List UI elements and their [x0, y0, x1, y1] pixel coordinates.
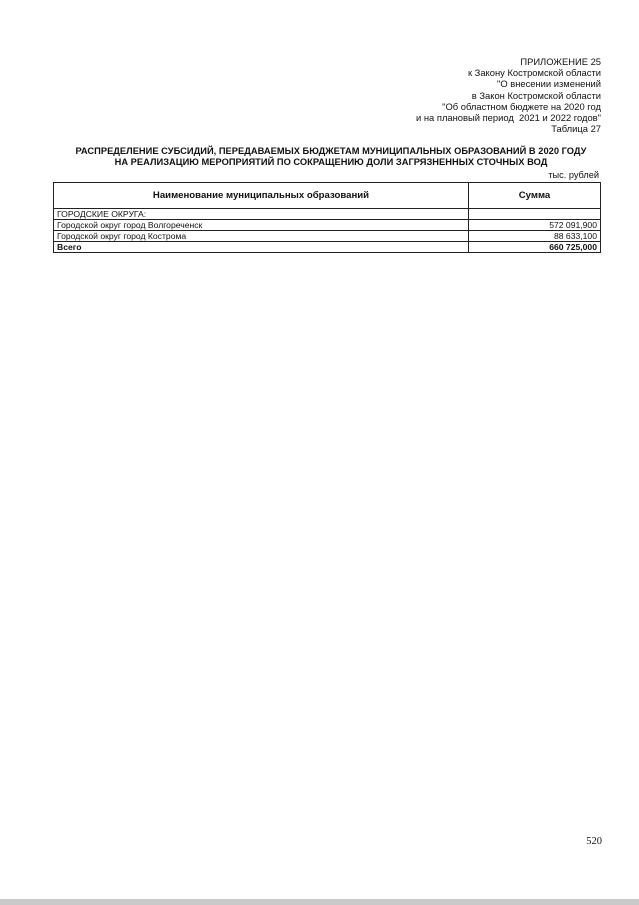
- document-title: [40, 146, 622, 168]
- column-header-name: Наименование муниципальных образований: [54, 183, 469, 209]
- header-line: к Закону Костромской области: [467, 67, 601, 79]
- table-row: [54, 220, 601, 231]
- page-number: 520: [586, 836, 602, 847]
- header-line: "Об областном бюджете на 2020 год: [442, 100, 601, 112]
- header-line: и на плановый период 2021 и 2022 годов": [416, 112, 601, 124]
- header-line: в Закон Костромской области: [471, 89, 601, 101]
- header-line: ПРИЛОЖЕНИЕ 25: [520, 56, 601, 67]
- table-total-row: [54, 242, 601, 253]
- scan-edge: [0, 899, 639, 905]
- column-header-sum: Сумма: [468, 183, 600, 209]
- title-line-2: НА РЕАЛИЗАЦИЮ МЕРОПРИЯТИЙ ПО СОКРАЩЕНИЮ ДОЛИ ЗАГРЯЗНЕННЫХ СТОЧНЫХ ВОД: [114, 157, 548, 167]
- row-sum: [468, 209, 600, 220]
- table-row: [54, 231, 601, 242]
- row-sum: 572 091,900: [468, 220, 600, 231]
- row-sum: 88 633,100: [468, 231, 600, 242]
- table-row: [54, 209, 601, 220]
- total-label: Всего: [54, 242, 469, 253]
- header-line: "О внесении изменений: [497, 78, 601, 90]
- total-sum: 660 725,000: [468, 242, 600, 253]
- table-number: Таблица 27: [551, 123, 601, 135]
- row-name: Городской округ город Кострома: [54, 231, 469, 242]
- row-name: ГОРОДСКИЕ ОКРУГА:: [54, 209, 469, 220]
- title-line-1: РАСПРЕДЕЛЕНИЕ СУБСИДИЙ, ПЕРЕДАВАЕМЫХ БЮДЖЕТАМ МУНИЦИПАЛЬНЫХ ОБРАЗОВАНИЙ В 2020 ГОДУ: [75, 146, 587, 156]
- appendix-header: [416, 56, 601, 134]
- row-name: Городской округ город Волгореченск: [54, 220, 469, 231]
- units-label: тыс. рублей: [548, 170, 599, 180]
- table-header-row: [54, 183, 601, 209]
- subsidy-table: [53, 182, 601, 253]
